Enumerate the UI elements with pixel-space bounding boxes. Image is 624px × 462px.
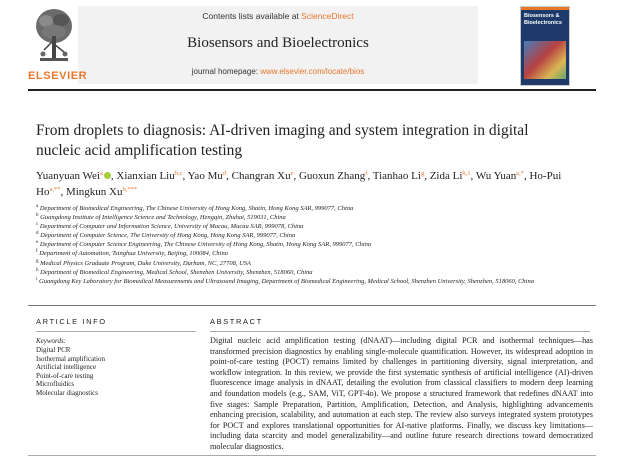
affiliation-item xyxy=(36,231,576,240)
keyword-item: Isothermal amplification xyxy=(36,354,106,363)
article-info-heading: ARTICLE INFO xyxy=(36,317,107,326)
author-name[interactable]: Ho-Pui Ho xyxy=(36,170,562,198)
author-name[interactable]: Wu Yuan xyxy=(475,170,517,182)
article-title: From droplets to diagnosis: AI-driven imaging and system integration in digital nucleic acid amplification testing xyxy=(36,122,529,159)
author-affiliation-marker[interactable]: a,* xyxy=(516,170,524,177)
cover-accent-bar xyxy=(521,7,569,10)
author-name[interactable]: Zida Li xyxy=(429,170,463,182)
affiliation-letter: c xyxy=(36,222,39,228)
keywords-label: Keywords: xyxy=(36,337,67,345)
affiliation-text: Guangdong Institute of Intelligence Science and Technology, Hengqin, Zhuhai, 519031, China xyxy=(38,214,286,222)
affiliation-text: Department of Biomedical Engineering, The Chinese University of Hong Kong, Shatin, Hong Kong SAR, 999077, China xyxy=(38,205,354,212)
author-affiliation-marker[interactable]: a,** xyxy=(49,186,61,193)
cover-artwork xyxy=(524,41,566,79)
keyword-item: Artificial intelligence xyxy=(36,363,97,372)
author-affiliation-marker[interactable]: h,1 xyxy=(462,170,471,177)
contents-prefix: Contents lists available at xyxy=(202,11,302,21)
elsevier-tree-logo-icon xyxy=(34,6,74,68)
contents-line xyxy=(78,11,478,21)
journal-homepage xyxy=(78,67,478,76)
affiliation-letter: i xyxy=(36,276,38,282)
affiliation-item xyxy=(36,277,576,286)
header-divider xyxy=(28,89,596,91)
affiliation-text: Department of Automation, Tsinghua University, Beijing, 100084, China xyxy=(37,250,228,258)
homepage-link[interactable]: www.elsevier.com/locate/bios xyxy=(260,67,365,76)
publisher-name: ELSEVIER xyxy=(28,70,88,82)
author-affiliation-marker[interactable]: b,c xyxy=(174,170,183,177)
author-affiliation-marker[interactable]: a xyxy=(99,170,103,177)
sciencedirect-link[interactable]: ScienceDirect xyxy=(301,11,354,21)
affiliation-text: Department of Biomedical Engineering, Medical School, Shenzhen University, Shenzhen, 518060, China xyxy=(38,268,313,276)
keyword-item: Molecular diagnostics xyxy=(36,388,99,397)
keyword-item: Microfluidics xyxy=(36,380,75,389)
affiliation-item xyxy=(36,204,576,213)
author-affiliation-marker[interactable]: g xyxy=(420,170,425,177)
author-name[interactable]: Yao Mu xyxy=(187,170,223,182)
section-divider xyxy=(28,305,596,306)
affiliation-text: Department of Computer and Information Science, University of Macau, Macau SAR, 999078, China xyxy=(38,223,304,231)
author-name[interactable]: Changran Xu xyxy=(231,170,291,182)
affiliation-text: Medical Physics Graduate Program, Duke University, Durham, NC, 27708, USA xyxy=(38,259,251,267)
affiliation-item xyxy=(36,240,576,249)
homepage-prefix: journal homepage: xyxy=(191,67,261,76)
keyword-item: Point-of-care testing xyxy=(36,371,94,380)
affiliation-letter: a xyxy=(36,204,39,209)
affiliation-item xyxy=(36,249,576,258)
affiliation-letter: b xyxy=(36,213,39,219)
author-name[interactable]: Yuanyuan Wei xyxy=(36,170,100,182)
affiliation-item xyxy=(36,213,576,222)
author-affiliation-marker[interactable]: e xyxy=(290,170,294,177)
journal-cover-image-icon[interactable] xyxy=(520,6,570,86)
author-affiliation-marker[interactable]: d xyxy=(222,170,227,177)
author-name[interactable]: Guoxun Zhang xyxy=(298,170,366,182)
affiliation-item xyxy=(36,222,576,231)
affiliation-item xyxy=(36,259,576,268)
affiliation-letter: g xyxy=(36,258,39,264)
affiliation-text: Guangdong Key Laboratory for Biomedical Measurements and Ultrasound Imaging, Department of Biomedical Engineering, Medical School, Shenzhen University, Shenzhen, 518060, China xyxy=(37,277,534,285)
keyword-item: Digital PCR xyxy=(36,346,71,354)
footer-divider xyxy=(28,455,596,456)
orcid-icon[interactable] xyxy=(104,172,111,179)
author-name[interactable]: Tianhao Li xyxy=(372,170,421,182)
journal-title[interactable]: Biosensors and Bioelectronics xyxy=(187,35,369,51)
affiliation-text: Department of Computer Science, The University of Hong Kong, Hong Kong SAR, 999077, China xyxy=(38,232,296,240)
author-name[interactable]: Xianxian Liu xyxy=(116,170,175,182)
abstract-rule xyxy=(210,331,590,332)
cover-title: Biosensors & Bioelectronics xyxy=(524,13,562,26)
abstract-text: Digital nucleic acid amplification testing (dNAAT)—including digital PCR and isothermal techniques—has transformed precision diagnostics by enabling single-molecule quantification. However, its widespread adoption in point-of-care testing (POCT) remains limited by challenges in partitioning diversity, signal interpretation, and workflow integration. In this review, we provide the first systematic synthesis of artificial intelligence (AI)-driven fluorescence image analysis in dNAAT, detailing the evolution from classical classifiers to modern deep learning and foundation models (e.g., SAM, ViT, GPT-4o). We propose a structured framework that redefines dNAAT into five stages: Sample Preparation, Partition, Amplification, Detection, and Analysis, highlighting advancements enhancing precision, scalability, and automation at each step. The review also surveys integrated system prototypes for POCT and explores translational opportunities for AI-native platforms. Finally, we discuss key limitations—including data scarcity and model generalizability—and outline future research directions toward democratized molecular diagnostics. xyxy=(210,336,593,451)
author-affiliation-marker[interactable]: b,*** xyxy=(122,186,138,193)
affiliation-letter: h xyxy=(36,267,39,273)
affiliation-letter: e xyxy=(36,240,39,246)
keyword-list xyxy=(36,346,105,398)
affiliation-list xyxy=(36,204,576,286)
article-info-rule xyxy=(36,331,196,332)
affiliation-item xyxy=(36,268,576,277)
author-list: Yuanyuan Wei$^a$ , Xianxian Liu$^{b,c}$, Yao Mu$^d$, Changran Xu$^e$, Guoxun Zhang$^f$, Tianhao Li$^g$, Zida Li$^{h,1}$, Wu Yuan$^{a,*}$, Ho-Pui $Ho^{a,**}$, Mingkun $Xu^{b,***}$ xyxy=(36,170,562,198)
affiliation-text: Department of Computer Science Engineering, The Chinese University of Hong Kong, Shatin, Hong Kong SAR, 999077, China xyxy=(38,241,372,249)
affiliation-letter: d xyxy=(36,231,39,237)
author-affiliation-marker[interactable]: f xyxy=(365,170,368,177)
abstract-heading: ABSTRACT xyxy=(210,317,263,326)
author-name[interactable]: Mingkun Xu xyxy=(65,186,123,198)
affiliation-letter: f xyxy=(36,249,38,255)
